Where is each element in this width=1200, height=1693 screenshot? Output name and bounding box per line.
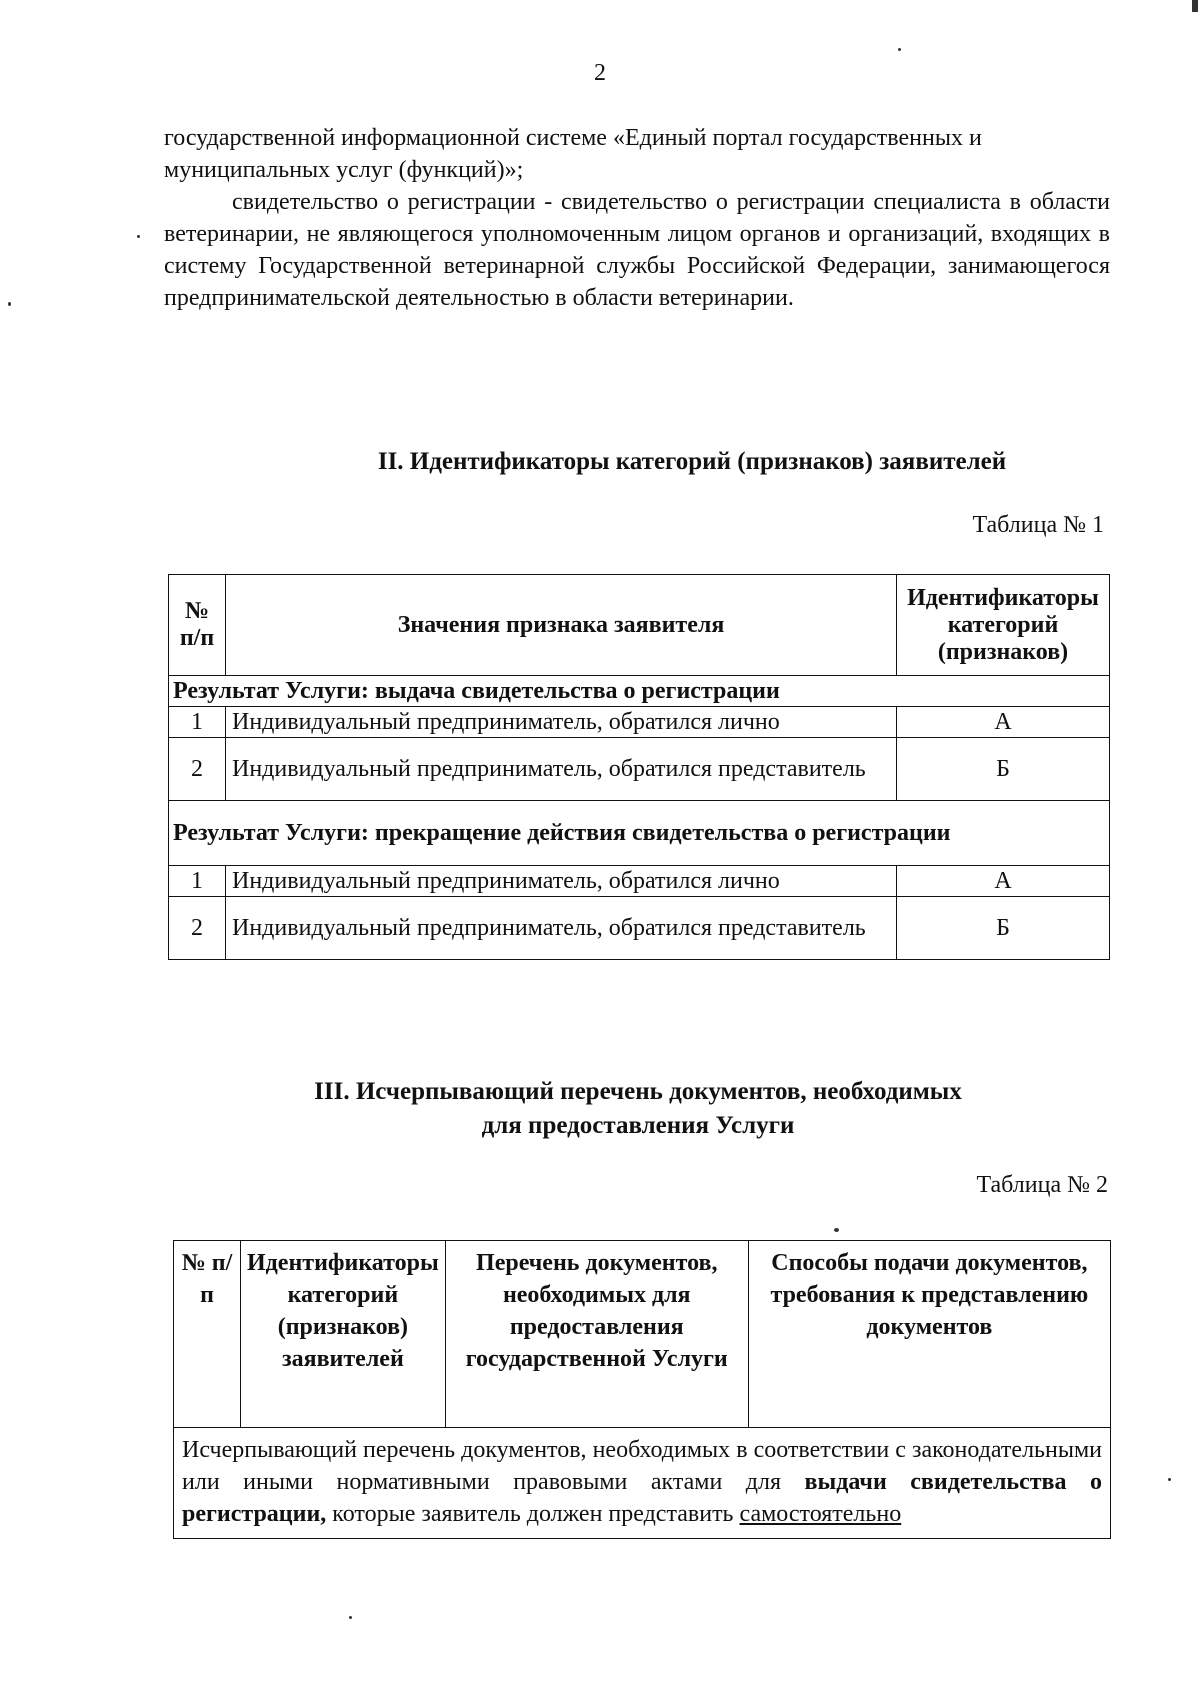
table-row — [169, 866, 1110, 897]
header-identifier: Идентификаторы категорий (признаков) — [897, 575, 1110, 676]
scan-speck — [137, 235, 140, 238]
table-header-row — [169, 575, 1110, 676]
applicant-categories-table — [168, 574, 1110, 960]
group-row — [169, 801, 1110, 866]
section-3-heading-line-2: для предоставления Услуги — [481, 1112, 795, 1139]
note-underlined-text: самостоятельно — [739, 1501, 902, 1527]
scan-speck — [834, 1228, 839, 1232]
scan-speck — [1168, 1478, 1171, 1481]
section-2-heading: II. Идентификаторы категорий (признаков) заявителей — [377, 448, 1007, 475]
scan-speck — [8, 302, 11, 306]
table-header-row — [174, 1241, 1111, 1428]
row-num: 1 — [169, 866, 226, 897]
row-value: Индивидуальный предприниматель, обратился представитель — [226, 897, 897, 960]
row-num: 2 — [169, 738, 226, 801]
table-1-caption: Таблица № 1 — [972, 512, 1104, 538]
table-2-caption: Таблица № 2 — [976, 1172, 1108, 1198]
scan-speck — [898, 48, 901, 51]
row-value: Индивидуальный предприниматель, обратился представитель — [226, 738, 897, 801]
group-title: Результат Услуги: выдача свидетельства о регистрации — [169, 676, 1110, 707]
note-text-1: Исчерпывающий перечень документов, необходимых в соответствии с законодательными или иными нормативными правовыми актами для — [182, 1437, 1102, 1495]
table-row — [169, 897, 1110, 960]
intro-paragraph-1: государственной информационной системе «Единый портал государственных и муниципальных услуг (функций)»; — [164, 125, 982, 183]
note-text-2: которые заявитель должен представить — [326, 1501, 740, 1527]
table-row — [169, 738, 1110, 801]
row-num: 1 — [169, 707, 226, 738]
row-identifier: А — [897, 707, 1110, 738]
note-bold-text: выдачи свидетельства о регистрации, — [182, 1469, 1102, 1527]
header-identifiers: Идентификаторы категорий (признаков) заявителей — [241, 1241, 446, 1428]
scan-speck — [349, 1616, 352, 1619]
header-num: № п/п — [174, 1241, 241, 1428]
documents-table — [173, 1240, 1111, 1539]
header-num: № п/п — [169, 575, 226, 676]
intro-paragraph-2: свидетельство о регистрации - свидетельство о регистрации специалиста в области ветеринарии, не являющегося уполномоченным лицом органов и организаций, входящих в систему Государственной ветеринарной службы Российской Федерации, занимающегося предпринимательской деятельностью в области ветеринарии. — [164, 189, 1110, 311]
row-value: Индивидуальный предприниматель, обратился лично — [226, 866, 897, 897]
table-row — [174, 1428, 1111, 1539]
group-title: Результат Услуги: прекращение действия свидетельства о регистрации — [169, 801, 1110, 866]
documents-note — [174, 1428, 1111, 1539]
header-documents: Перечень документов, необходимых для предоставления государственной Услуги — [445, 1241, 748, 1428]
row-num: 2 — [169, 897, 226, 960]
header-methods: Способы подачи документов, требования к представлению документов — [748, 1241, 1110, 1428]
row-value: Индивидуальный предприниматель, обратился лично — [226, 707, 897, 738]
row-identifier: А — [897, 866, 1110, 897]
header-value: Значения признака заявителя — [226, 575, 897, 676]
scan-speck — [1192, 0, 1198, 12]
row-identifier: Б — [897, 738, 1110, 801]
page-number: 2 — [594, 60, 606, 86]
group-row — [169, 676, 1110, 707]
row-identifier: Б — [897, 897, 1110, 960]
table-row — [169, 707, 1110, 738]
section-3-heading-line-1: III. Исчерпывающий перечень документов, необходимых — [314, 1078, 962, 1105]
